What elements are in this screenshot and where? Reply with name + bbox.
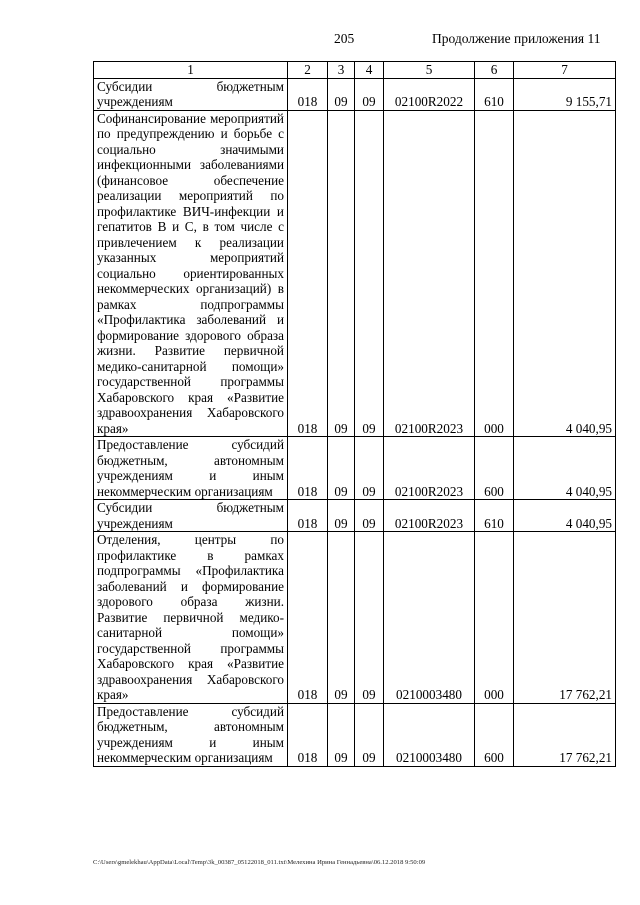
section-code: 09 [328, 110, 355, 437]
expense-type-code: 610 [475, 78, 514, 110]
amount: 4 040,95 [514, 500, 616, 532]
row-name: Предоставление субсидий бюджетным, автономным учреждениям и иным некоммерческим организациям [94, 437, 288, 500]
column-header: 1 [94, 62, 288, 79]
column-header: 3 [328, 62, 355, 79]
column-number-row [94, 62, 616, 79]
file-path-footer: C:\Users\gmelekhau\AppData\Local\Temp\3k_00387_05122018_011.txt\Мелехина Ирина Геннадьевна\06.12.2018 9:50:09 [93, 859, 426, 866]
column-header: 4 [355, 62, 384, 79]
table-row [94, 703, 616, 766]
column-header: 2 [288, 62, 328, 79]
table-row [94, 500, 616, 532]
expense-type-code: 600 [475, 703, 514, 766]
subsection-code: 09 [355, 437, 384, 500]
amount: 17 762,21 [514, 532, 616, 704]
row-name: Софинансирование мероприятий по предупреждению и борьбе с социально значимыми инфекционными заболеваниями (финансовое обеспечение реализации мероприятий по профилактике ВИЧ-инфекции и гепатитов В и С, в том числе с привлечением к реализации указанных мероприятий социально ориентированных некоммерческих организаций) в рамках подпрограммы «Профилактика заболеваний и формирование здорового образа жизни. Развитие первичной медико-санитарной помощи» государственной программы Хабаровского края «Развитие здравоохранения Хабаровского края» [94, 110, 288, 437]
target-code: 02100R2023 [384, 437, 475, 500]
page-number: 205 [334, 31, 355, 46]
row-name: Отделения, центры по профилактике в рамках подпрограммы «Профилактика заболеваний и формирование здорового образа жизни. Развитие первичной медико-санитарной помощи» государственной программы Хабаровского края «Развитие здравоохранения Хабаровского края» [94, 532, 288, 704]
ministry-code: 018 [288, 78, 328, 110]
section-code: 09 [328, 703, 355, 766]
subsection-code: 09 [355, 78, 384, 110]
ministry-code: 018 [288, 437, 328, 500]
ministry-code: 018 [288, 703, 328, 766]
table-row [94, 437, 616, 500]
expense-type-code: 000 [475, 532, 514, 704]
section-code: 09 [328, 532, 355, 704]
continuation-label: Продолжение приложения 11 [432, 31, 601, 46]
expense-type-code: 000 [475, 110, 514, 437]
row-name: Субсидии бюджетным учреждениям [94, 78, 288, 110]
ministry-code: 018 [288, 532, 328, 704]
section-code: 09 [328, 500, 355, 532]
row-name: Субсидии бюджетным учреждениям [94, 500, 288, 532]
target-code: 02100R2023 [384, 110, 475, 437]
subsection-code: 09 [355, 110, 384, 437]
subsection-code: 09 [355, 500, 384, 532]
section-code: 09 [328, 78, 355, 110]
target-code: 02100R2022 [384, 78, 475, 110]
expense-type-code: 610 [475, 500, 514, 532]
ministry-code: 018 [288, 500, 328, 532]
amount: 4 040,95 [514, 437, 616, 500]
table-row [94, 110, 616, 437]
target-code: 0210003480 [384, 703, 475, 766]
target-code: 02100R2023 [384, 500, 475, 532]
column-header: 5 [384, 62, 475, 79]
target-code: 0210003480 [384, 532, 475, 704]
column-header: 7 [514, 62, 616, 79]
column-header: 6 [475, 62, 514, 79]
table-row [94, 532, 616, 704]
section-code: 09 [328, 437, 355, 500]
ministry-code: 018 [288, 110, 328, 437]
subsection-code: 09 [355, 532, 384, 704]
expense-type-code: 600 [475, 437, 514, 500]
amount: 17 762,21 [514, 703, 616, 766]
subsection-code: 09 [355, 703, 384, 766]
amount: 9 155,71 [514, 78, 616, 110]
budget-table [93, 61, 616, 767]
table-row [94, 78, 616, 110]
amount: 4 040,95 [514, 110, 616, 437]
row-name: Предоставление субсидий бюджетным, автономным учреждениям и иным некоммерческим организациям [94, 703, 288, 766]
